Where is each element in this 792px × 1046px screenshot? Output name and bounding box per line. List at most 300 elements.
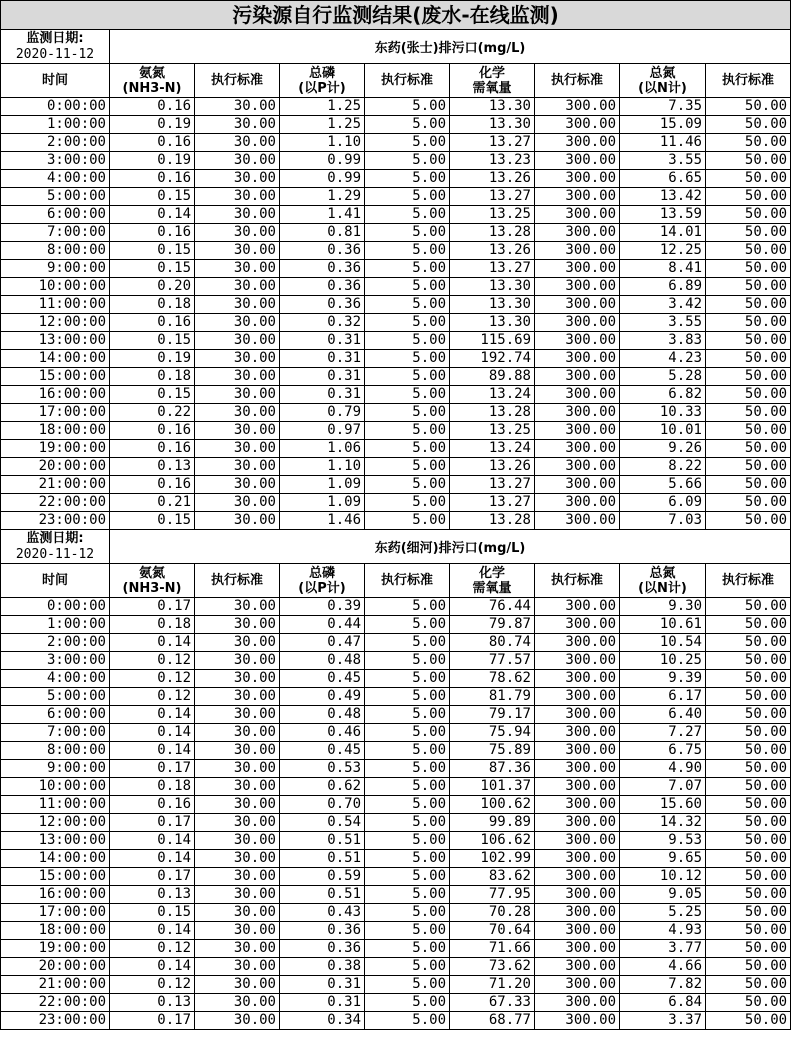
tn-standard: 50.00	[706, 742, 791, 760]
nh3-value: 0.13	[110, 994, 195, 1012]
tn-value: 10.54	[620, 634, 706, 652]
tn-value: 10.25	[620, 652, 706, 670]
tp-standard: 5.00	[365, 296, 450, 314]
tp-standard: 5.00	[365, 904, 450, 922]
table-row	[1, 422, 791, 440]
time-cell: 15:00:00	[1, 868, 110, 886]
tn-value: 9.39	[620, 670, 706, 688]
cod-value: 13.24	[450, 386, 535, 404]
tp-standard: 5.00	[365, 688, 450, 706]
header-standard-cod	[535, 64, 620, 98]
nh3-value: 0.16	[110, 422, 195, 440]
tp-value: 1.10	[280, 458, 365, 476]
header-chemical-oxygen-demand-line2: 需氧量	[472, 80, 512, 96]
cod-standard: 300.00	[535, 652, 620, 670]
tn-standard: 50.00	[706, 458, 791, 476]
tp-standard: 5.00	[365, 422, 450, 440]
table-row	[1, 616, 791, 634]
column-header-row	[1, 564, 791, 598]
table-row	[1, 796, 791, 814]
table-row	[1, 494, 791, 512]
table-row	[1, 670, 791, 688]
tp-standard: 5.00	[365, 188, 450, 206]
tn-standard: 50.00	[706, 922, 791, 940]
tn-standard: 50.00	[706, 706, 791, 724]
header-standard-cod-line1: 执行标准	[550, 73, 603, 88]
cod-standard: 300.00	[535, 724, 620, 742]
tn-standard: 50.00	[706, 206, 791, 224]
tn-value: 14.01	[620, 224, 706, 242]
nh3-value: 0.18	[110, 616, 195, 634]
table-row	[1, 476, 791, 494]
header-ammonia-nitrogen-line2: (NH3-N)	[122, 80, 182, 96]
header-total-nitrogen	[620, 64, 706, 98]
table-row	[1, 134, 791, 152]
cod-value: 13.27	[450, 188, 535, 206]
tn-value: 3.77	[620, 940, 706, 958]
cod-standard: 300.00	[535, 832, 620, 850]
cod-standard: 300.00	[535, 98, 620, 116]
tn-standard: 50.00	[706, 440, 791, 458]
header-ammonia-nitrogen-line2: (NH3-N)	[122, 580, 182, 596]
table-row	[1, 98, 791, 116]
tn-value: 8.41	[620, 260, 706, 278]
tn-standard: 50.00	[706, 670, 791, 688]
nh3-value: 0.12	[110, 652, 195, 670]
cod-value: 67.33	[450, 994, 535, 1012]
cod-value: 13.26	[450, 458, 535, 476]
nh3-value: 0.15	[110, 512, 195, 530]
nh3-value: 0.19	[110, 152, 195, 170]
tp-value: 1.09	[280, 476, 365, 494]
table-row	[1, 242, 791, 260]
header-standard-nh3-line1: 执行标准	[210, 73, 263, 88]
cod-value: 13.26	[450, 170, 535, 188]
table-row	[1, 296, 791, 314]
tn-value: 7.82	[620, 976, 706, 994]
cod-standard: 300.00	[535, 512, 620, 530]
cod-value: 101.37	[450, 778, 535, 796]
tn-value: 6.84	[620, 994, 706, 1012]
nh3-value: 0.16	[110, 440, 195, 458]
tn-standard: 50.00	[706, 422, 791, 440]
cod-standard: 300.00	[535, 476, 620, 494]
tp-value: 1.25	[280, 116, 365, 134]
cod-standard: 300.00	[535, 1012, 620, 1030]
tp-standard: 5.00	[365, 850, 450, 868]
tp-value: 1.06	[280, 440, 365, 458]
table-row	[1, 904, 791, 922]
nh3-value: 0.22	[110, 404, 195, 422]
table-row	[1, 724, 791, 742]
nh3-standard: 30.00	[195, 832, 280, 850]
cod-value: 13.30	[450, 278, 535, 296]
cod-standard: 300.00	[535, 170, 620, 188]
time-cell: 6:00:00	[1, 206, 110, 224]
nh3-value: 0.18	[110, 296, 195, 314]
header-time-line1: 时间	[41, 73, 68, 88]
cod-value: 13.28	[450, 224, 535, 242]
header-standard-tp-line1: 执行标准	[380, 573, 433, 588]
tn-value: 13.42	[620, 188, 706, 206]
time-cell: 5:00:00	[1, 188, 110, 206]
cod-value: 13.28	[450, 404, 535, 422]
tn-value: 3.83	[620, 332, 706, 350]
tp-value: 0.31	[280, 976, 365, 994]
cod-value: 13.30	[450, 314, 535, 332]
tn-standard: 50.00	[706, 994, 791, 1012]
cod-value: 13.26	[450, 242, 535, 260]
tn-standard: 50.00	[706, 350, 791, 368]
header-total-phosphorus-line1: 总磷	[308, 565, 335, 581]
tp-value: 1.10	[280, 134, 365, 152]
tp-value: 0.36	[280, 242, 365, 260]
cod-standard: 300.00	[535, 814, 620, 832]
tn-value: 5.28	[620, 368, 706, 386]
time-cell: 4:00:00	[1, 170, 110, 188]
tp-value: 1.25	[280, 98, 365, 116]
tp-value: 0.39	[280, 598, 365, 616]
cod-value: 73.62	[450, 958, 535, 976]
nh3-standard: 30.00	[195, 940, 280, 958]
table-row	[1, 314, 791, 332]
nh3-value: 0.18	[110, 778, 195, 796]
table-row	[1, 152, 791, 170]
nh3-standard: 30.00	[195, 688, 280, 706]
nh3-value: 0.17	[110, 1012, 195, 1030]
cod-standard: 300.00	[535, 688, 620, 706]
tn-value: 9.65	[620, 850, 706, 868]
table-row	[1, 958, 791, 976]
header-total-phosphorus-line2: (以P计)	[298, 580, 346, 596]
cod-standard: 300.00	[535, 350, 620, 368]
header-standard-nh3	[195, 564, 280, 598]
cod-value: 75.94	[450, 724, 535, 742]
tp-standard: 5.00	[365, 778, 450, 796]
cod-value: 115.69	[450, 332, 535, 350]
cod-value: 75.89	[450, 742, 535, 760]
nh3-standard: 30.00	[195, 778, 280, 796]
tn-value: 6.75	[620, 742, 706, 760]
tn-standard: 50.00	[706, 260, 791, 278]
header-standard-nh3-line1: 执行标准	[210, 573, 263, 588]
header-ammonia-nitrogen-line1: 氨氮	[138, 65, 165, 81]
header-chemical-oxygen-demand	[450, 64, 535, 98]
nh3-value: 0.14	[110, 850, 195, 868]
cod-value: 13.23	[450, 152, 535, 170]
monitoring-date-label: 监测日期:	[26, 530, 84, 546]
time-cell: 11:00:00	[1, 796, 110, 814]
header-standard-tp	[365, 64, 450, 98]
time-cell: 20:00:00	[1, 958, 110, 976]
tp-value: 0.47	[280, 634, 365, 652]
cod-value: 70.28	[450, 904, 535, 922]
table-row	[1, 706, 791, 724]
table-row	[1, 814, 791, 832]
time-cell: 13:00:00	[1, 832, 110, 850]
tp-standard: 5.00	[365, 976, 450, 994]
tn-value: 4.23	[620, 350, 706, 368]
tp-value: 0.51	[280, 850, 365, 868]
time-cell: 0:00:00	[1, 98, 110, 116]
nh3-standard: 30.00	[195, 116, 280, 134]
tp-standard: 5.00	[365, 98, 450, 116]
tn-standard: 50.00	[706, 242, 791, 260]
nh3-value: 0.14	[110, 922, 195, 940]
section-header-row	[1, 530, 791, 564]
table-row	[1, 386, 791, 404]
cod-standard: 300.00	[535, 224, 620, 242]
tn-standard: 50.00	[706, 494, 791, 512]
table-row	[1, 598, 791, 616]
cod-standard: 300.00	[535, 868, 620, 886]
cod-standard: 300.00	[535, 850, 620, 868]
tn-value: 6.40	[620, 706, 706, 724]
nh3-standard: 30.00	[195, 242, 280, 260]
header-time	[1, 64, 110, 98]
tn-value: 10.01	[620, 422, 706, 440]
time-cell: 2:00:00	[1, 134, 110, 152]
cod-standard: 300.00	[535, 152, 620, 170]
nh3-value: 0.14	[110, 742, 195, 760]
tn-value: 10.61	[620, 616, 706, 634]
nh3-value: 0.15	[110, 260, 195, 278]
tp-standard: 5.00	[365, 512, 450, 530]
tp-value: 1.09	[280, 494, 365, 512]
tp-value: 0.44	[280, 616, 365, 634]
tn-value: 8.22	[620, 458, 706, 476]
tp-standard: 5.00	[365, 368, 450, 386]
tn-standard: 50.00	[706, 188, 791, 206]
tp-standard: 5.00	[365, 350, 450, 368]
tn-standard: 50.00	[706, 332, 791, 350]
header-standard-tn-line1: 执行标准	[722, 73, 775, 88]
nh3-value: 0.14	[110, 724, 195, 742]
nh3-standard: 30.00	[195, 152, 280, 170]
tp-value: 0.45	[280, 742, 365, 760]
nh3-value: 0.13	[110, 458, 195, 476]
title-row	[1, 1, 791, 30]
cod-standard: 300.00	[535, 278, 620, 296]
tn-value: 15.09	[620, 116, 706, 134]
tp-standard: 5.00	[365, 742, 450, 760]
tp-value: 0.31	[280, 368, 365, 386]
tp-standard: 5.00	[365, 314, 450, 332]
nh3-value: 0.17	[110, 598, 195, 616]
nh3-standard: 30.00	[195, 886, 280, 904]
table-row	[1, 332, 791, 350]
nh3-standard: 30.00	[195, 224, 280, 242]
tp-standard: 5.00	[365, 796, 450, 814]
cod-value: 77.57	[450, 652, 535, 670]
nh3-standard: 30.00	[195, 670, 280, 688]
cod-value: 70.64	[450, 922, 535, 940]
header-standard-tn	[706, 564, 791, 598]
time-cell: 17:00:00	[1, 904, 110, 922]
header-standard-cod-line1: 执行标准	[550, 573, 603, 588]
cod-value: 77.95	[450, 886, 535, 904]
time-cell: 23:00:00	[1, 1012, 110, 1030]
tp-standard: 5.00	[365, 134, 450, 152]
cod-standard: 300.00	[535, 670, 620, 688]
cod-standard: 300.00	[535, 796, 620, 814]
tn-standard: 50.00	[706, 814, 791, 832]
nh3-standard: 30.00	[195, 368, 280, 386]
tn-value: 6.82	[620, 386, 706, 404]
nh3-value: 0.14	[110, 706, 195, 724]
header-time-line1: 时间	[41, 573, 68, 588]
tp-value: 0.38	[280, 958, 365, 976]
tp-standard: 5.00	[365, 616, 450, 634]
cod-standard: 300.00	[535, 422, 620, 440]
tp-standard: 5.00	[365, 760, 450, 778]
cod-value: 80.74	[450, 634, 535, 652]
tn-standard: 50.00	[706, 152, 791, 170]
monitoring-date-label: 监测日期:	[26, 30, 84, 46]
time-cell: 9:00:00	[1, 760, 110, 778]
cod-standard: 300.00	[535, 116, 620, 134]
header-total-phosphorus	[280, 564, 365, 598]
nh3-value: 0.12	[110, 940, 195, 958]
nh3-value: 0.20	[110, 278, 195, 296]
cod-value: 13.25	[450, 206, 535, 224]
header-ammonia-nitrogen-line1: 氨氮	[138, 565, 165, 581]
tn-value: 3.37	[620, 1012, 706, 1030]
cod-value: 106.62	[450, 832, 535, 850]
tp-value: 0.46	[280, 724, 365, 742]
tp-value: 0.31	[280, 386, 365, 404]
header-standard-tp-line1: 执行标准	[380, 73, 433, 88]
nh3-value: 0.16	[110, 796, 195, 814]
tn-value: 4.93	[620, 922, 706, 940]
tp-value: 0.62	[280, 778, 365, 796]
tn-value: 14.32	[620, 814, 706, 832]
cod-standard: 300.00	[535, 616, 620, 634]
tp-standard: 5.00	[365, 706, 450, 724]
table-row	[1, 1012, 791, 1030]
nh3-standard: 30.00	[195, 634, 280, 652]
tp-value: 0.36	[280, 296, 365, 314]
tp-value: 1.41	[280, 206, 365, 224]
tn-standard: 50.00	[706, 314, 791, 332]
header-total-nitrogen-line1: 总氮	[649, 565, 676, 581]
cod-value: 13.27	[450, 494, 535, 512]
tn-value: 6.89	[620, 278, 706, 296]
cod-value: 13.30	[450, 296, 535, 314]
tp-standard: 5.00	[365, 958, 450, 976]
tp-standard: 5.00	[365, 940, 450, 958]
cod-value: 13.30	[450, 116, 535, 134]
tn-value: 4.66	[620, 958, 706, 976]
tn-standard: 50.00	[706, 296, 791, 314]
tp-value: 0.48	[280, 706, 365, 724]
tn-value: 3.55	[620, 152, 706, 170]
header-standard-nh3	[195, 64, 280, 98]
table-row	[1, 922, 791, 940]
table-row	[1, 976, 791, 994]
cod-standard: 300.00	[535, 904, 620, 922]
nh3-standard: 30.00	[195, 386, 280, 404]
tn-standard: 50.00	[706, 724, 791, 742]
nh3-value: 0.14	[110, 832, 195, 850]
tp-standard: 5.00	[365, 494, 450, 512]
cod-standard: 300.00	[535, 386, 620, 404]
tn-value: 10.12	[620, 868, 706, 886]
tn-standard: 50.00	[706, 404, 791, 422]
time-cell: 18:00:00	[1, 422, 110, 440]
tp-value: 0.99	[280, 170, 365, 188]
tp-standard: 5.00	[365, 476, 450, 494]
tn-value: 7.35	[620, 98, 706, 116]
tp-value: 0.36	[280, 940, 365, 958]
tn-standard: 50.00	[706, 170, 791, 188]
cod-standard: 300.00	[535, 494, 620, 512]
tp-value: 0.43	[280, 904, 365, 922]
tp-standard: 5.00	[365, 242, 450, 260]
tn-standard: 50.00	[706, 832, 791, 850]
report-title: 污染源自行监测结果(废水-在线监测)	[1, 1, 791, 30]
header-standard-cod	[535, 564, 620, 598]
cod-value: 78.62	[450, 670, 535, 688]
nh3-value: 0.17	[110, 814, 195, 832]
nh3-standard: 30.00	[195, 976, 280, 994]
nh3-value: 0.14	[110, 634, 195, 652]
tn-value: 15.60	[620, 796, 706, 814]
tn-standard: 50.00	[706, 652, 791, 670]
tp-value: 0.36	[280, 922, 365, 940]
tp-standard: 5.00	[365, 670, 450, 688]
time-cell: 23:00:00	[1, 512, 110, 530]
header-chemical-oxygen-demand-line2: 需氧量	[472, 580, 512, 596]
tn-value: 7.03	[620, 512, 706, 530]
tp-standard: 5.00	[365, 206, 450, 224]
tp-value: 0.31	[280, 332, 365, 350]
nh3-standard: 30.00	[195, 512, 280, 530]
time-cell: 0:00:00	[1, 598, 110, 616]
time-cell: 19:00:00	[1, 940, 110, 958]
table-row	[1, 940, 791, 958]
table-row	[1, 850, 791, 868]
time-cell: 3:00:00	[1, 152, 110, 170]
tp-value: 0.34	[280, 1012, 365, 1030]
tn-standard: 50.00	[706, 796, 791, 814]
time-cell: 21:00:00	[1, 476, 110, 494]
nh3-value: 0.15	[110, 242, 195, 260]
tn-value: 6.65	[620, 170, 706, 188]
cod-value: 13.28	[450, 512, 535, 530]
nh3-standard: 30.00	[195, 206, 280, 224]
nh3-value: 0.16	[110, 476, 195, 494]
table-row	[1, 688, 791, 706]
header-time	[1, 564, 110, 598]
nh3-standard: 30.00	[195, 652, 280, 670]
time-cell: 14:00:00	[1, 350, 110, 368]
nh3-standard: 30.00	[195, 260, 280, 278]
nh3-standard: 30.00	[195, 850, 280, 868]
nh3-standard: 30.00	[195, 98, 280, 116]
outlet-name: 东药(细河)排污口(mg/L)	[110, 530, 791, 564]
nh3-standard: 30.00	[195, 994, 280, 1012]
nh3-standard: 30.00	[195, 134, 280, 152]
table-row	[1, 994, 791, 1012]
table-row	[1, 206, 791, 224]
tp-standard: 5.00	[365, 386, 450, 404]
tn-value: 13.59	[620, 206, 706, 224]
cod-standard: 300.00	[535, 598, 620, 616]
tn-standard: 50.00	[706, 368, 791, 386]
nh3-standard: 30.00	[195, 616, 280, 634]
time-cell: 13:00:00	[1, 332, 110, 350]
